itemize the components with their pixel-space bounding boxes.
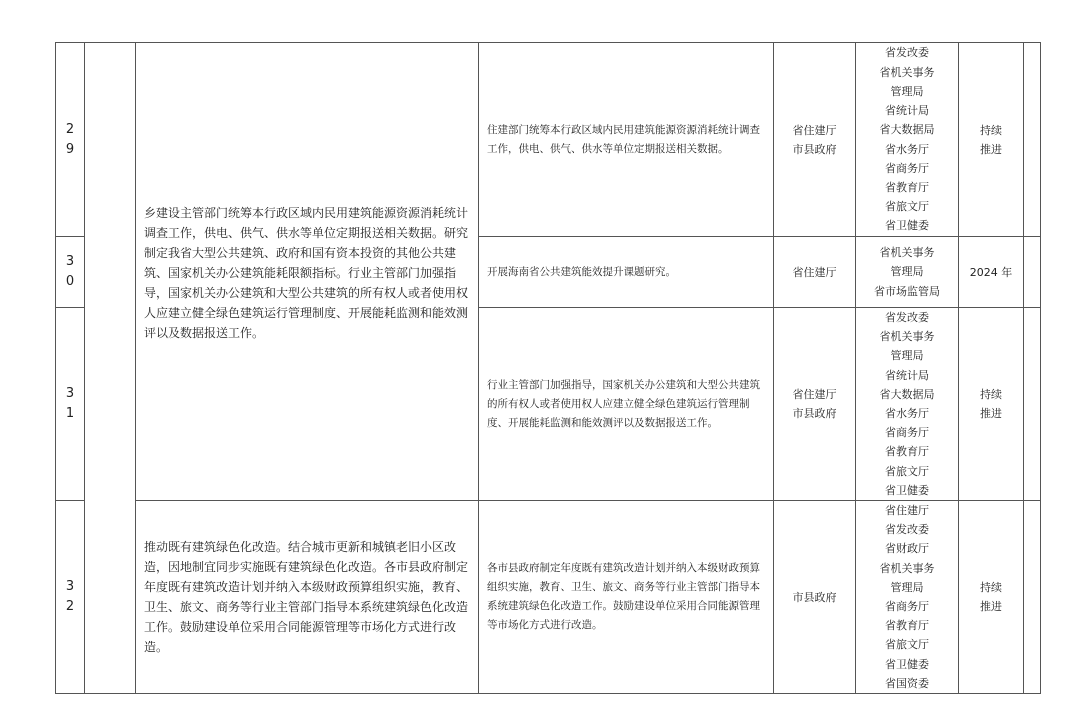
- schedule: 持续 推进: [959, 43, 1024, 237]
- lead-unit: 省住建厅 市县政府: [774, 43, 856, 237]
- lead-unit: 省住建厅 市县政府: [774, 308, 856, 501]
- blank-cell: [1024, 308, 1041, 501]
- row-number: 3 1: [56, 308, 85, 501]
- task-detail: 住建部门统筹本行政区域内民用建筑能源资源消耗统计调查工作，供电、供气、供水等单位定期报送相关数据。: [479, 43, 774, 237]
- coop-units: 省发改委 省机关事务 管理局 省统计局 省大数据局 省水务厅 省商务厅 省教育厅 省旅文厅 省卫健委: [856, 43, 959, 237]
- task-detail: 各市县政府制定年度既有建筑改造计划并纳入本级财政预算组织实施，教育、卫生、旅文、商务等行业主管部门指导本系统建筑绿色化改造工作。鼓励建设单位采用合同能源管理等市场化方式进行改造。: [479, 501, 774, 694]
- schedule: 持续 推进: [959, 308, 1024, 501]
- blank-cell: [1024, 501, 1041, 694]
- blank-cell: [1024, 43, 1041, 237]
- blank-column: [85, 43, 136, 694]
- row-number: 3 0: [56, 237, 85, 308]
- task-content: 乡建设主管部门统筹本行政区域内民用建筑能源资源消耗统计调查工作，供电、供气、供水等单位定期报送相关数据。研究制定我省大型公共建筑、政府和国有资本投资的其他公共建筑、国家机关办公建筑能耗限额指标。行业主管部门加强指导，国家机关办公建筑和大型公共建筑的所有权人或者使用权人应建立健全绿色建筑运行管理制度、开展能耗监测和能效测评以及数据报送工作。: [136, 43, 479, 501]
- row-number: 2 9: [56, 43, 85, 237]
- lead-unit: 省住建厅: [774, 237, 856, 308]
- blank-cell: [1024, 237, 1041, 308]
- coop-units: 省发改委 省机关事务 管理局 省统计局 省大数据局 省水务厅 省商务厅 省教育厅 省旅文厅 省卫健委: [856, 308, 959, 501]
- coop-units: 省机关事务 管理局 省市场监管局: [856, 237, 959, 308]
- schedule: 持续 推进: [959, 501, 1024, 694]
- table-row: [56, 43, 1041, 237]
- schedule: 2024 年: [959, 237, 1024, 308]
- row-number: 3 2: [56, 501, 85, 694]
- task-detail: 行业主管部门加强指导，国家机关办公建筑和大型公共建筑的所有权人或者使用权人应建立健全绿色建筑运行管理制度、开展能耗监测和能效测评以及数据报送工作。: [479, 308, 774, 501]
- lead-unit: 市县政府: [774, 501, 856, 694]
- task-table: [55, 42, 1041, 694]
- coop-units: 省住建厅 省发改委 省财政厅 省机关事务 管理局 省商务厅 省教育厅 省旅文厅 省卫健委 省国资委: [856, 501, 959, 694]
- task-content: 推动既有建筑绿色化改造。结合城市更新和城镇老旧小区改造，因地制宜同步实施既有建筑绿色化改造。各市县政府制定年度既有建筑改造计划并纳入本级财政预算组织实施，教育、卫生、旅文、商务等行业主管部门指导本系统建筑绿色化改造工作。鼓励建设单位采用合同能源管理等市场化方式进行改造。: [136, 501, 479, 694]
- table-row: [56, 501, 1041, 694]
- task-detail: 开展海南省公共建筑能效提升课题研究。: [479, 237, 774, 308]
